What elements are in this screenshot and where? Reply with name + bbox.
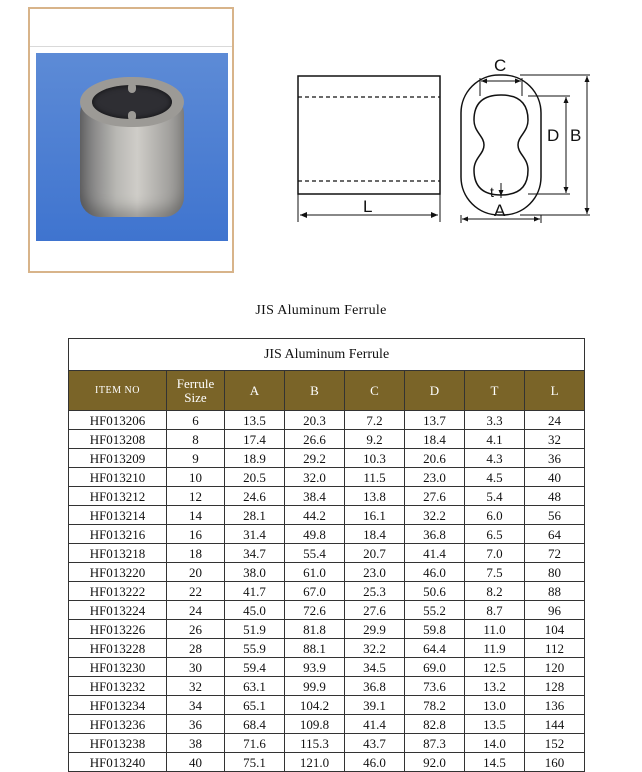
cell-a: 45.0 <box>225 601 285 620</box>
cell-d: 82.8 <box>405 715 465 734</box>
dimension-a-label: A <box>494 201 506 220</box>
cell-l: 32 <box>525 430 585 449</box>
column-header-l: L <box>525 371 585 411</box>
cell-l: 136 <box>525 696 585 715</box>
cell-l: 160 <box>525 753 585 772</box>
cell-item-no: HF013214 <box>69 506 167 525</box>
cell-l: 40 <box>525 468 585 487</box>
spec-table <box>68 338 585 772</box>
cell-ferrule-size: 30 <box>167 658 225 677</box>
cell-b: 72.6 <box>285 601 345 620</box>
cell-b: 29.2 <box>285 449 345 468</box>
frame-divider <box>30 46 232 47</box>
table-row <box>69 715 585 734</box>
cell-d: 78.2 <box>405 696 465 715</box>
table-row <box>69 430 585 449</box>
cell-a: 38.0 <box>225 563 285 582</box>
column-header-a: A <box>225 371 285 411</box>
cell-d: 27.6 <box>405 487 465 506</box>
cell-item-no: HF013220 <box>69 563 167 582</box>
cell-b: 20.3 <box>285 411 345 430</box>
cell-ferrule-size: 40 <box>167 753 225 772</box>
cell-d: 18.4 <box>405 430 465 449</box>
cell-l: 24 <box>525 411 585 430</box>
cell-t: 4.5 <box>465 468 525 487</box>
column-header-c: C <box>345 371 405 411</box>
table-row <box>69 582 585 601</box>
cell-b: 88.1 <box>285 639 345 658</box>
cell-a: 34.7 <box>225 544 285 563</box>
end-view-inner-hole <box>474 95 528 195</box>
cell-t: 7.5 <box>465 563 525 582</box>
cell-c: 13.8 <box>345 487 405 506</box>
cell-t: 4.3 <box>465 449 525 468</box>
column-header-t: T <box>465 371 525 411</box>
cell-b: 81.8 <box>285 620 345 639</box>
cell-d: 20.6 <box>405 449 465 468</box>
cell-ferrule-size: 10 <box>167 468 225 487</box>
cell-item-no: HF013238 <box>69 734 167 753</box>
table-row <box>69 601 585 620</box>
dimension-l-label: L <box>363 197 373 216</box>
technical-drawing <box>290 40 610 230</box>
cell-c: 29.9 <box>345 620 405 639</box>
cell-d: 59.8 <box>405 620 465 639</box>
cell-a: 65.1 <box>225 696 285 715</box>
cell-t: 5.4 <box>465 487 525 506</box>
cell-l: 80 <box>525 563 585 582</box>
table-caption: JIS Aluminum Ferrule <box>255 303 387 318</box>
cell-ferrule-size: 16 <box>167 525 225 544</box>
cell-t: 6.0 <box>465 506 525 525</box>
cell-t: 8.7 <box>465 601 525 620</box>
cell-t: 14.0 <box>465 734 525 753</box>
cell-t: 13.2 <box>465 677 525 696</box>
table-row <box>69 468 585 487</box>
table-row <box>69 525 585 544</box>
cell-t: 13.0 <box>465 696 525 715</box>
cell-d: 36.8 <box>405 525 465 544</box>
cell-d: 73.6 <box>405 677 465 696</box>
dimension-d-label: D <box>547 126 560 145</box>
cell-b: 121.0 <box>285 753 345 772</box>
cell-c: 23.0 <box>345 563 405 582</box>
cell-ferrule-size: 20 <box>167 563 225 582</box>
cell-item-no: HF013234 <box>69 696 167 715</box>
cell-a: 41.7 <box>225 582 285 601</box>
table-row <box>69 696 585 715</box>
cell-b: 67.0 <box>285 582 345 601</box>
table-title: JIS Aluminum Ferrule <box>69 339 585 371</box>
cell-item-no: HF013232 <box>69 677 167 696</box>
cell-d: 13.7 <box>405 411 465 430</box>
cell-l: 36 <box>525 449 585 468</box>
cell-t: 11.0 <box>465 620 525 639</box>
cell-l: 64 <box>525 525 585 544</box>
cell-a: 75.1 <box>225 753 285 772</box>
cell-t: 14.5 <box>465 753 525 772</box>
cell-a: 59.4 <box>225 658 285 677</box>
column-header-d: D <box>405 371 465 411</box>
cell-ferrule-size: 38 <box>167 734 225 753</box>
cell-t: 6.5 <box>465 525 525 544</box>
cell-ferrule-size: 28 <box>167 639 225 658</box>
table-row <box>69 639 585 658</box>
table-row <box>69 449 585 468</box>
cell-c: 34.5 <box>345 658 405 677</box>
table-row <box>69 411 585 430</box>
cell-item-no: HF013230 <box>69 658 167 677</box>
cell-b: 32.0 <box>285 468 345 487</box>
cell-a: 68.4 <box>225 715 285 734</box>
cell-l: 112 <box>525 639 585 658</box>
cell-c: 10.3 <box>345 449 405 468</box>
dimension-b-label: B <box>570 126 582 145</box>
cell-item-no: HF013209 <box>69 449 167 468</box>
cell-item-no: HF013224 <box>69 601 167 620</box>
cell-c: 32.2 <box>345 639 405 658</box>
spec-table-container <box>68 338 584 772</box>
cell-c: 9.2 <box>345 430 405 449</box>
cell-d: 41.4 <box>405 544 465 563</box>
cell-l: 128 <box>525 677 585 696</box>
cell-item-no: HF013218 <box>69 544 167 563</box>
cell-d: 64.4 <box>405 639 465 658</box>
spec-table-body <box>69 411 585 772</box>
dimension-c-label: C <box>494 56 507 75</box>
cell-c: 43.7 <box>345 734 405 753</box>
cell-c: 36.8 <box>345 677 405 696</box>
cell-t: 11.9 <box>465 639 525 658</box>
cell-b: 49.8 <box>285 525 345 544</box>
cell-l: 120 <box>525 658 585 677</box>
cell-c: 7.2 <box>345 411 405 430</box>
cell-item-no: HF013212 <box>69 487 167 506</box>
cell-d: 50.6 <box>405 582 465 601</box>
cell-b: 44.2 <box>285 506 345 525</box>
table-row <box>69 487 585 506</box>
cell-item-no: HF013206 <box>69 411 167 430</box>
cell-t: 3.3 <box>465 411 525 430</box>
table-row <box>69 544 585 563</box>
cell-a: 51.9 <box>225 620 285 639</box>
cell-c: 39.1 <box>345 696 405 715</box>
cell-l: 48 <box>525 487 585 506</box>
dimension-t-label: t <box>490 184 494 200</box>
cell-a: 18.9 <box>225 449 285 468</box>
table-row <box>69 658 585 677</box>
cell-ferrule-size: 24 <box>167 601 225 620</box>
ferrule-image-hole <box>92 85 172 119</box>
table-row <box>69 734 585 753</box>
cell-item-no: HF013208 <box>69 430 167 449</box>
cell-c: 18.4 <box>345 525 405 544</box>
cell-d: 23.0 <box>405 468 465 487</box>
column-header-ferrule-size: Ferrule Size <box>167 371 225 411</box>
cell-b: 61.0 <box>285 563 345 582</box>
cell-l: 104 <box>525 620 585 639</box>
cell-ferrule-size: 36 <box>167 715 225 734</box>
cell-c: 27.6 <box>345 601 405 620</box>
cell-b: 26.6 <box>285 430 345 449</box>
cell-t: 4.1 <box>465 430 525 449</box>
cell-t: 12.5 <box>465 658 525 677</box>
cell-d: 46.0 <box>405 563 465 582</box>
cell-d: 55.2 <box>405 601 465 620</box>
cell-a: 55.9 <box>225 639 285 658</box>
cell-b: 115.3 <box>285 734 345 753</box>
cell-d: 32.2 <box>405 506 465 525</box>
table-row <box>69 563 585 582</box>
cell-c: 25.3 <box>345 582 405 601</box>
cell-c: 20.7 <box>345 544 405 563</box>
table-row <box>69 677 585 696</box>
cell-l: 96 <box>525 601 585 620</box>
cell-l: 88 <box>525 582 585 601</box>
cell-a: 71.6 <box>225 734 285 753</box>
cell-item-no: HF013210 <box>69 468 167 487</box>
cell-a: 28.1 <box>225 506 285 525</box>
table-row <box>69 506 585 525</box>
cell-ferrule-size: 22 <box>167 582 225 601</box>
cell-l: 144 <box>525 715 585 734</box>
cell-a: 20.5 <box>225 468 285 487</box>
cell-b: 93.9 <box>285 658 345 677</box>
cell-item-no: HF013240 <box>69 753 167 772</box>
cell-b: 104.2 <box>285 696 345 715</box>
cell-t: 13.5 <box>465 715 525 734</box>
cell-ferrule-size: 26 <box>167 620 225 639</box>
cell-item-no: HF013236 <box>69 715 167 734</box>
cell-t: 7.0 <box>465 544 525 563</box>
cell-item-no: HF013228 <box>69 639 167 658</box>
cell-a: 17.4 <box>225 430 285 449</box>
cell-l: 56 <box>525 506 585 525</box>
cell-a: 13.5 <box>225 411 285 430</box>
cell-ferrule-size: 8 <box>167 430 225 449</box>
table-row <box>69 620 585 639</box>
cell-ferrule-size: 32 <box>167 677 225 696</box>
cell-ferrule-size: 14 <box>167 506 225 525</box>
cell-b: 109.8 <box>285 715 345 734</box>
cell-t: 8.2 <box>465 582 525 601</box>
cell-item-no: HF013216 <box>69 525 167 544</box>
column-header-b: B <box>285 371 345 411</box>
cell-l: 152 <box>525 734 585 753</box>
cell-a: 31.4 <box>225 525 285 544</box>
product-photo-frame <box>28 7 234 273</box>
cell-d: 87.3 <box>405 734 465 753</box>
cell-d: 92.0 <box>405 753 465 772</box>
cell-b: 99.9 <box>285 677 345 696</box>
column-header-item-no: ITEM NO <box>69 371 167 411</box>
cell-ferrule-size: 6 <box>167 411 225 430</box>
cell-a: 24.6 <box>225 487 285 506</box>
cell-c: 46.0 <box>345 753 405 772</box>
cell-c: 41.4 <box>345 715 405 734</box>
cell-a: 63.1 <box>225 677 285 696</box>
side-view-outline <box>298 76 440 194</box>
cell-b: 55.4 <box>285 544 345 563</box>
cell-l: 72 <box>525 544 585 563</box>
product-photo <box>36 53 228 241</box>
cell-c: 11.5 <box>345 468 405 487</box>
cell-ferrule-size: 34 <box>167 696 225 715</box>
cell-d: 69.0 <box>405 658 465 677</box>
cell-ferrule-size: 18 <box>167 544 225 563</box>
cell-ferrule-size: 9 <box>167 449 225 468</box>
cell-c: 16.1 <box>345 506 405 525</box>
cell-item-no: HF013226 <box>69 620 167 639</box>
cell-item-no: HF013222 <box>69 582 167 601</box>
cell-ferrule-size: 12 <box>167 487 225 506</box>
cell-b: 38.4 <box>285 487 345 506</box>
